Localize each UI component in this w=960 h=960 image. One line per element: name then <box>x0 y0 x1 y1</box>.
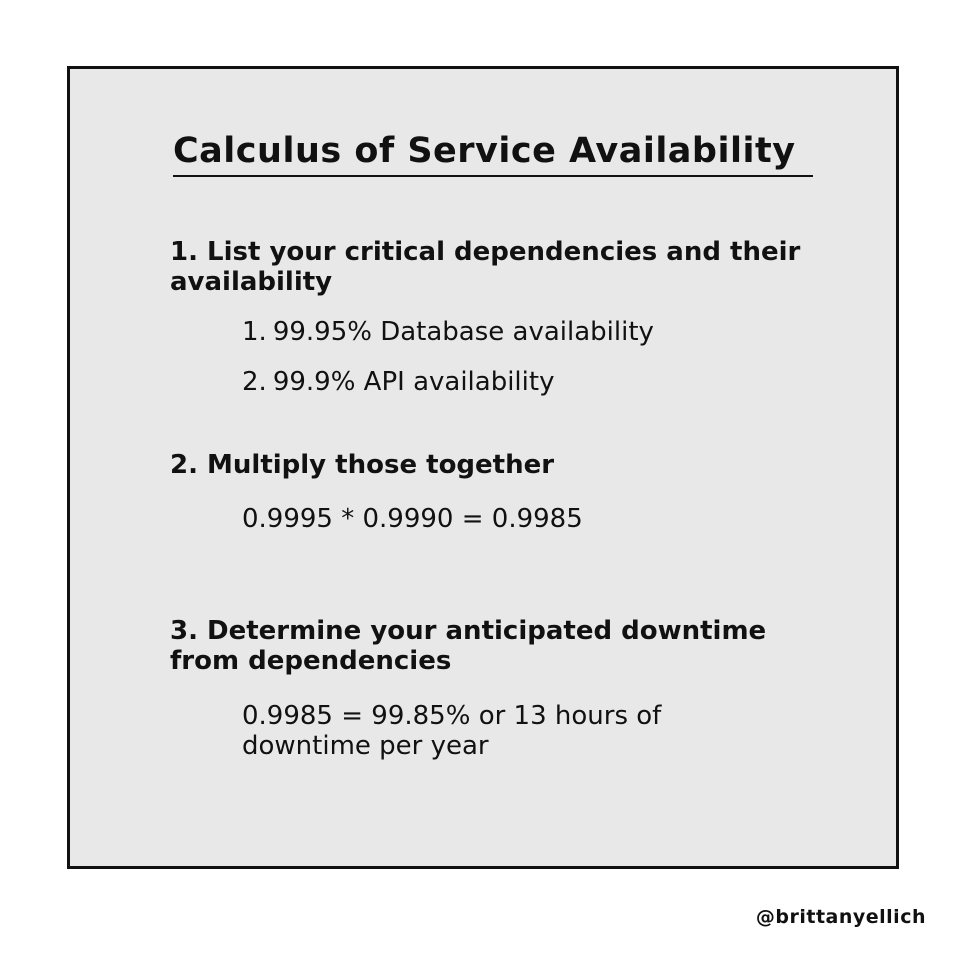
step-2-heading: 2. Multiply those together <box>170 450 555 480</box>
list-item-api <box>242 367 554 397</box>
list-item-text: 99.9% API availability <box>272 367 555 397</box>
multiplication-equation: 0.9995 * 0.9990 = 0.9985 <box>242 504 583 534</box>
list-item-text: 99.95% Database availability <box>272 317 654 347</box>
title-underline <box>173 175 813 177</box>
list-item-number: 1. <box>242 317 267 347</box>
list-item-database <box>242 317 654 347</box>
content-panel <box>67 66 899 869</box>
page-title: Calculus of Service Availability <box>173 131 796 171</box>
step-3-heading: 3. Determine your anticipated downtime from dependencies <box>170 616 767 676</box>
step-1-heading: 1. List your critical dependencies and their availability <box>170 237 801 297</box>
list-item-number: 2. <box>242 367 267 397</box>
downtime-result: 0.9985 = 99.85% or 13 hours of downtime per year <box>242 701 662 761</box>
author-handle: @brittanyellich <box>755 906 926 928</box>
